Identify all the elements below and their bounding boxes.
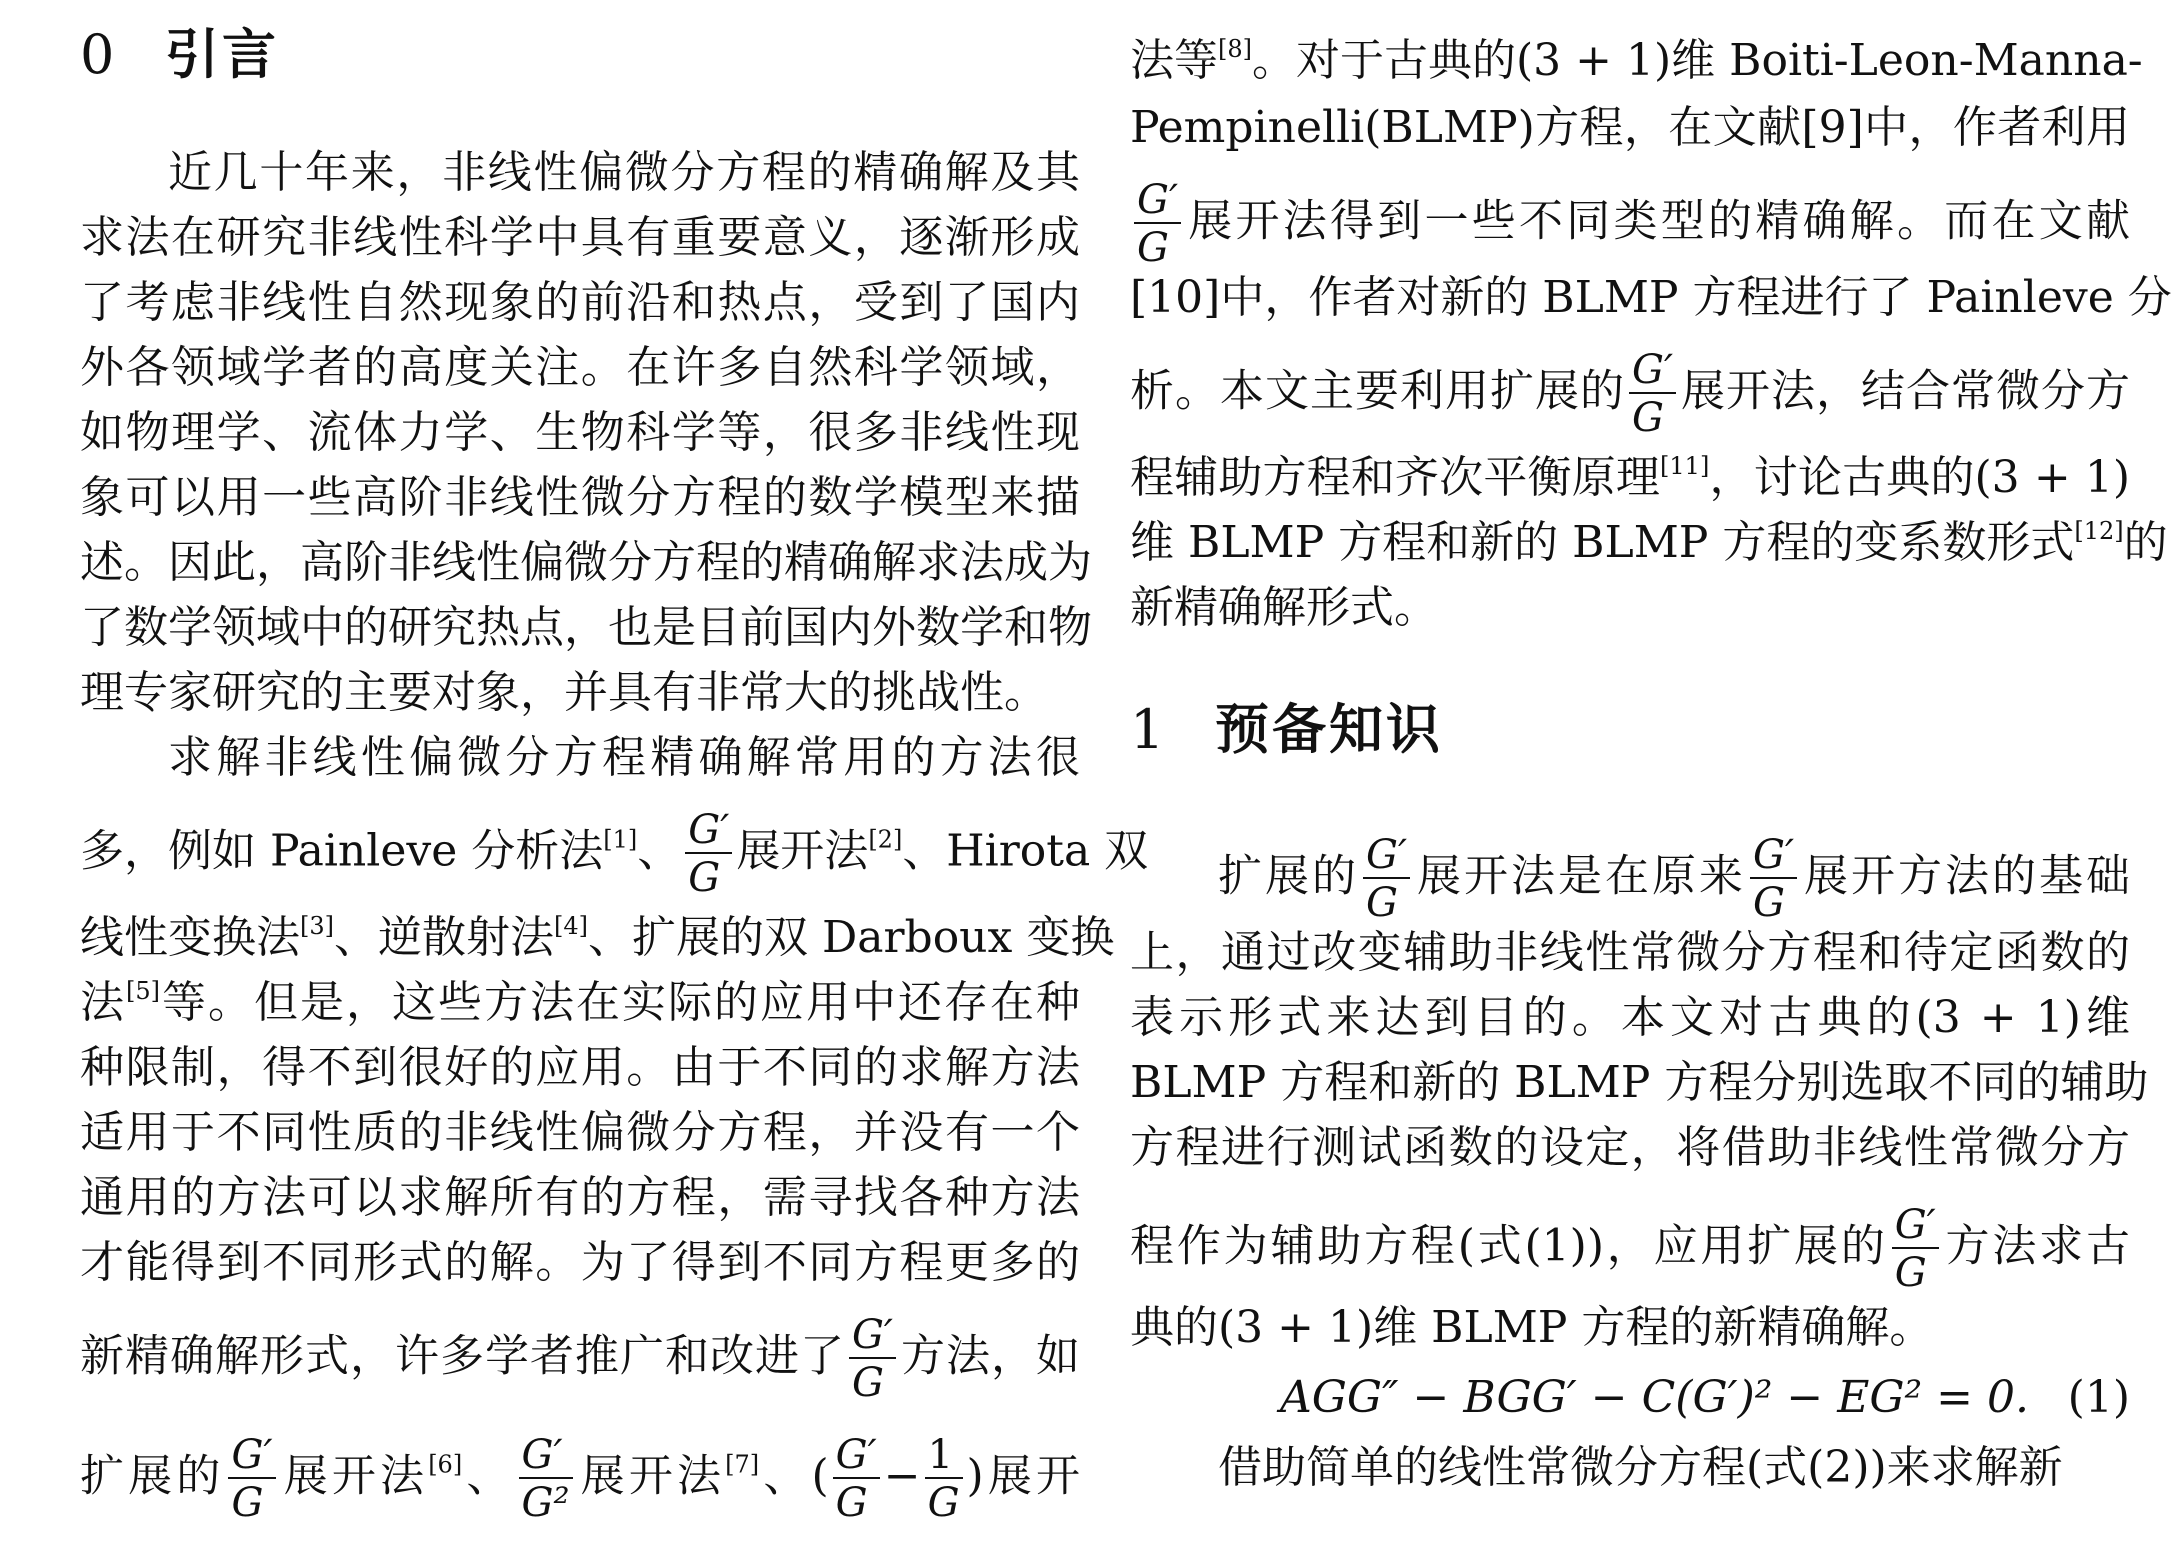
text-line: 通用的方法可以求解所有的方程，需寻找各种方法 — [80, 1172, 1080, 1223]
text-run: 、逆散射法 — [334, 912, 554, 963]
minus-sign: − — [883, 1450, 921, 1502]
text-run: 扩展的 — [1218, 850, 1359, 902]
citation: [7] — [725, 1450, 760, 1479]
text-line: 才能得到不同形式的解。为了得到不同方程更多的 — [80, 1237, 1080, 1288]
text-line: 理专家研究的主要对象，并具有非常大的挑战性。 — [80, 667, 1048, 718]
text-line: 借助简单的线性常微分方程(式(2))来求解新 — [1218, 1442, 2063, 1493]
text-run: 展开法 — [576, 1450, 726, 1502]
text-line — [80, 970, 1080, 1036]
text-line: Pempinelli(BLMP)方程，在文献[9]中，作者利用 — [1130, 102, 2130, 153]
text-run: 、 — [637, 825, 682, 877]
text-line — [1130, 832, 2131, 926]
citation: [1] — [603, 825, 638, 854]
equation-1 — [1130, 1365, 2130, 1431]
text-run: 展开方法的基础 — [1801, 850, 2131, 902]
equation-number: (1) — [2067, 1372, 2130, 1423]
text-line: [10]中，作者对新的 BLMP 方程进行了 Painleve 分 — [1130, 272, 2172, 323]
text-run: 。对于古典的(3 + 1)维 Boiti-Leon-Manna- — [1252, 35, 2143, 86]
text-run: 、Hirota 双 — [902, 825, 1149, 877]
citation: [11] — [1660, 452, 1710, 480]
text-run: 新精确解形式，许多学者推广和改进了 — [80, 1330, 845, 1382]
citation: [6] — [428, 1450, 463, 1479]
fraction-g-prime-over-g: $\frac{G'}{G}$ — [1363, 835, 1410, 923]
text-run: 展开法，结合常微分方 — [1680, 365, 2131, 417]
fraction-one-over-g: $\frac{1}{G}$ — [925, 1435, 963, 1523]
text-line: 表示形式来达到目的。本文对古典的(3 + 1)维 — [1130, 992, 2130, 1043]
text-line: 如物理学、流体力学、生物科学等，很多非线性现 — [80, 407, 1080, 458]
text-line: 外各领域学者的高度关注。在许多自然科学领域， — [80, 342, 1080, 393]
text-line — [1130, 347, 2131, 441]
text-line — [1130, 1202, 2130, 1296]
citation: [4] — [554, 912, 588, 940]
text-line — [80, 905, 1115, 971]
fraction-g-prime-over-g: $\frac{G'}{G}$ — [1892, 1205, 1939, 1293]
fraction-g-prime-over-g: $\frac{G'}{G}$ — [1134, 180, 1181, 268]
text-line: 新精确解形式。 — [1130, 582, 1438, 633]
section-0-heading — [80, 15, 279, 95]
text-line: 求解非线性偏微分方程精确解常用的方法很 — [168, 732, 1080, 783]
section-title: 引言 — [165, 23, 279, 86]
text-line — [1130, 28, 2143, 94]
section-title: 预备知识 — [1215, 698, 1443, 761]
text-run: 、( — [759, 1450, 829, 1502]
text-run: 展开法是在原来 — [1414, 850, 1746, 902]
fraction-g-prime-over-g: $\frac{G'}{G}$ — [685, 810, 732, 898]
text-line — [1130, 177, 2130, 271]
fraction-g-prime-over-g: $\frac{G'}{G}$ — [849, 1315, 896, 1403]
citation: [8] — [1218, 35, 1252, 63]
text-run: 扩展的 — [80, 1450, 225, 1502]
citation: [5] — [126, 977, 160, 1005]
text-line: 象可以用一些高阶非线性微分方程的数学模型来描 — [80, 472, 1080, 523]
citation: [3] — [300, 912, 334, 940]
text-line: 近几十年来，非线性偏微分方程的精确解及其 — [168, 147, 1080, 198]
text-line: 上，通过改变辅助非线性常微分方程和待定函数的 — [1130, 927, 2130, 978]
text-line: 了考虑非线性自然现象的前沿和热点，受到了国内 — [80, 277, 1080, 328]
text-line: BLMP 方程和新的 BLMP 方程分别选取不同的辅助 — [1130, 1057, 2149, 1108]
text-run: 多，例如 Painleve 分析法 — [80, 825, 604, 877]
text-run: 展开法得到一些不同类型的精确解。而在文献 — [1185, 195, 2130, 247]
text-run: 线性变换法 — [80, 912, 300, 963]
text-run: 的 — [2123, 517, 2168, 568]
text-run: 、扩展的双 Darboux 变换 — [588, 912, 1115, 963]
text-run: 展开法 — [279, 1450, 429, 1502]
section-1-heading — [1130, 690, 1443, 770]
text-run: 程辅助方程和齐次平衡原理 — [1130, 452, 1661, 503]
text-line — [1130, 445, 2130, 511]
text-run: 析。本文主要利用扩展的 — [1130, 365, 1625, 417]
fraction-g-prime-over-g: $\frac{G'}{G}$ — [1750, 835, 1797, 923]
text-line: 适用于不同性质的非线性偏微分方程，并没有一个 — [80, 1107, 1080, 1158]
text-run: 法等 — [1130, 35, 1218, 86]
text-run: ，讨论古典的(3 + 1) — [1709, 452, 2130, 503]
equation-body: AGG″ − BGG′ − C(G′)² − EG² = 0. — [1280, 1372, 2029, 1423]
text-line — [80, 807, 1149, 901]
text-run: )展开 — [966, 1450, 1081, 1502]
text-line: 典的(3 + 1)维 BLMP 方程的新精确解。 — [1130, 1302, 1934, 1353]
text-run: 、 — [462, 1450, 515, 1502]
text-run: 展开法 — [736, 825, 869, 877]
citation: [2] — [868, 825, 903, 854]
text-line — [80, 1432, 1081, 1526]
text-line: 方程进行测试函数的设定，将借助非线性常微分方 — [1130, 1122, 2130, 1173]
fraction-g-prime-over-g: $\frac{G'}{G}$ — [833, 1435, 880, 1523]
text-line: 种限制，得不到很好的应用。由于不同的求解方法 — [80, 1042, 1080, 1093]
section-number: 1 — [1130, 698, 1165, 761]
text-run: 法 — [80, 977, 126, 1028]
section-number: 0 — [80, 23, 115, 86]
text-line: 述。因此，高阶非线性偏微分方程的精确解求法成为 — [80, 537, 1092, 588]
text-run: 维 BLMP 方程和新的 BLMP 方程的变系数形式 — [1130, 517, 2075, 568]
text-line: 求法在研究非线性科学中具有重要意义，逐渐形成 — [80, 212, 1080, 263]
text-line — [80, 1312, 1081, 1406]
text-run: 程作为辅助方程(式(1))，应用扩展的 — [1130, 1220, 1888, 1272]
text-run: 方法求古 — [1942, 1220, 2130, 1272]
fraction-g-prime-over-g: $\frac{G'}{G}$ — [228, 1435, 275, 1523]
text-run: 方法，如 — [900, 1330, 1081, 1382]
text-line: 了数学领域中的研究热点，也是目前国内外数学和物 — [80, 602, 1092, 653]
text-line — [1130, 510, 2168, 576]
fraction-g-prime-over-g: $\frac{G'}{G}$ — [1629, 350, 1676, 438]
citation: [12] — [2074, 517, 2124, 545]
text-run: 等。但是，这些方法在实际的应用中还存在种 — [160, 977, 1080, 1028]
fraction-g-prime-over-g-squared: $\frac{G'}{\text{G²}}$ — [519, 1435, 573, 1523]
